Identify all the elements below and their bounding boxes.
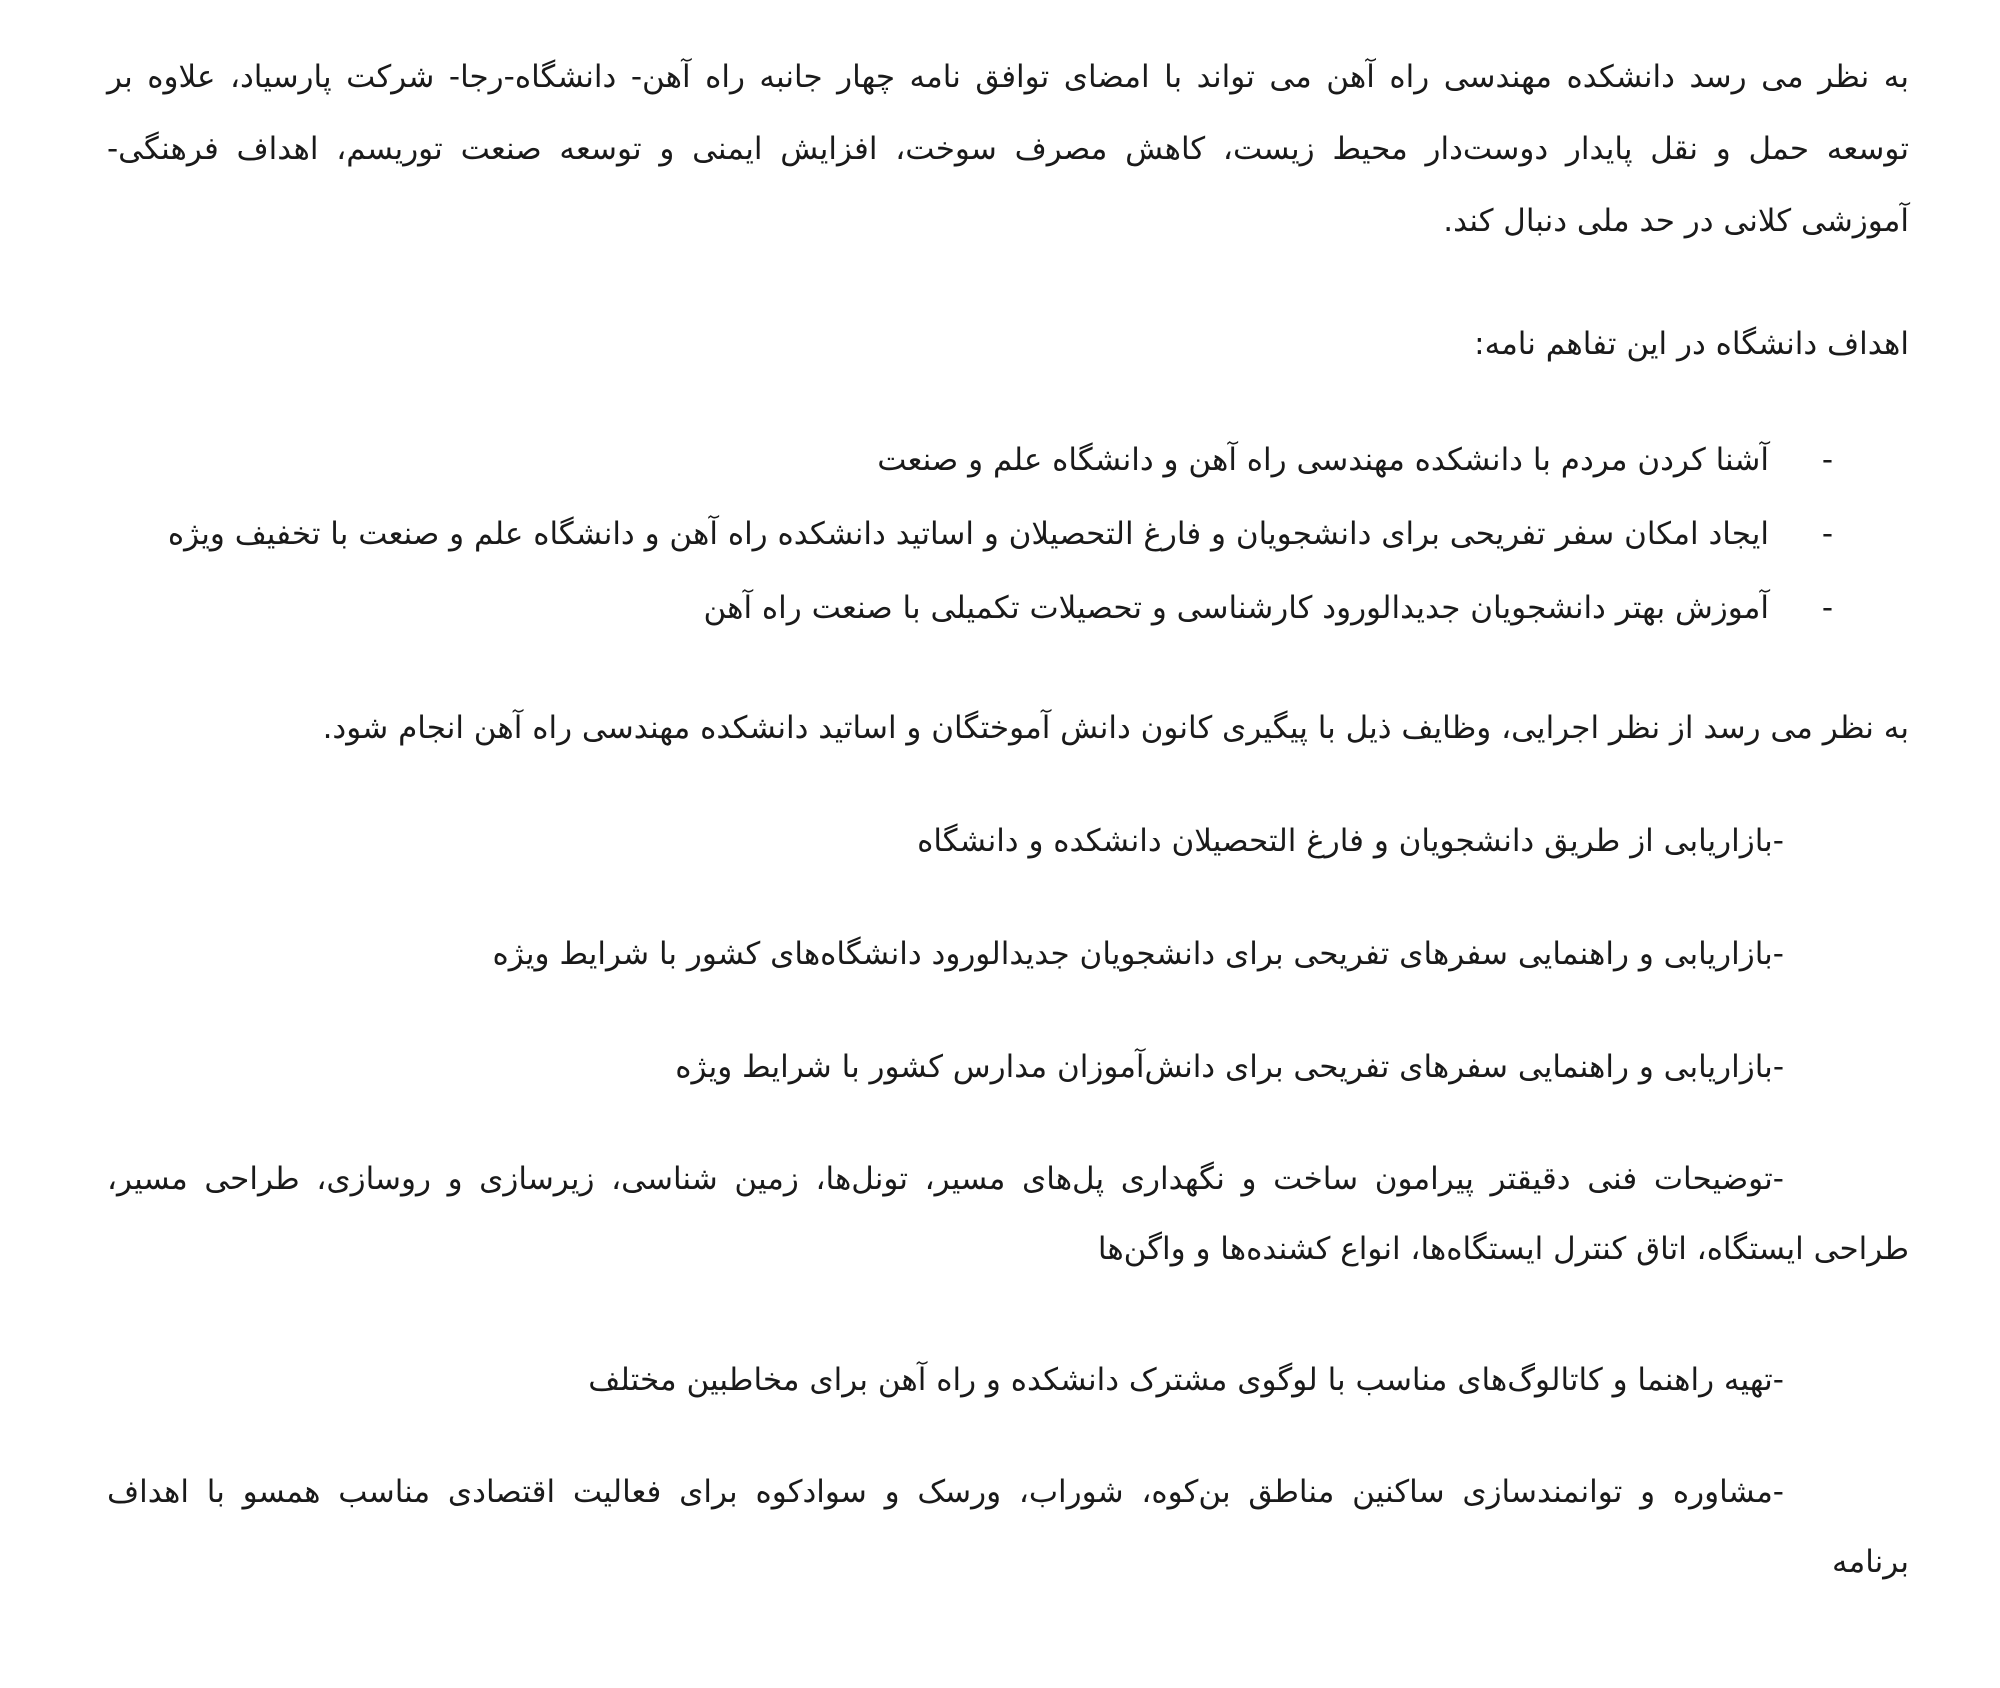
intro-line: آموزشی کلانی در حد ملی دنبال کند. <box>1443 203 1909 239</box>
goals-heading: اهداف دانشگاه در این تفاهم نامه: <box>1474 326 1909 362</box>
list-item-text: آموزش بهتر دانشجویان جدیدالورود کارشناسی و تحصیلات تکمیلی با صنعت راه آهن <box>703 590 1769 626</box>
task-item <box>107 1457 1909 1597</box>
list-dash: - <box>1821 442 1833 478</box>
task-item: -بازاریابی و راهنمایی سفرهای تفریحی برای دانشجویان جدیدالورود دانشگاه‌های کشور با شرایط ویژه <box>492 936 1784 972</box>
list-dash: - <box>1821 516 1833 552</box>
task-item: -بازاریابی و راهنمایی سفرهای تفریحی برای دانش‌آموزان مدارس کشور با شرایط ویژه <box>675 1049 1784 1085</box>
list-item-text: آشنا کردن مردم با دانشکده مهندسی راه آهن و دانشگاه علم و صنعت <box>877 442 1769 478</box>
task-line: برنامه <box>1831 1544 1909 1580</box>
task-item <box>107 1144 1909 1284</box>
intro-line: توسعه حمل و نقل پایدار دوست‌دار محیط زیست، کاهش مصرف سوخت، افزایش ایمنی و توسعه صنعت توریسم، اهداف فرهنگی- <box>107 131 1909 167</box>
list-item-text: ایجاد امکان سفر تفریحی برای دانشجویان و فارغ التحصیلان و اساتید دانشکده راه آهن و دانشگاه علم و صنعت با تخفیف ویژه <box>167 516 1769 552</box>
task-item: -تهیه راهنما و کاتالوگ‌های مناسب با لوگوی مشترک دانشکده و راه آهن برای مخاطبین مختلف <box>588 1362 1784 1398</box>
tasks-intro: به نظر می رسد از نظر اجرایی، وظایف ذیل با پیگیری کانون دانش آموختگان و اساتید دانشکده مهندسی راه آهن انجام شود. <box>322 710 1909 746</box>
task-line: -توضیحات فنی دقیقتر پیرامون ساخت و نگهداری پل‌های مسیر، تونل‌ها، زمین شناسی، زیرسازی و روسازی، طراحی مسیر، <box>107 1161 1784 1197</box>
task-line: -مشاوره و توانمندسازی ساکنین مناطق بن‌کوه، شوراب، ورسک و سوادکوه برای فعالیت اقتصادی مناسب همسو با اهداف <box>107 1474 1784 1510</box>
intro-line: به نظر می رسد دانشکده مهندسی راه آهن می تواند با امضای توافق نامه چهار جانبه راه آهن- دانشگاه-رجا- شرکت پارسیاد، علاوه بر <box>107 59 1909 95</box>
task-item: -بازاریابی از طریق دانشجویان و فارغ التحصیلان دانشکده و دانشگاه <box>917 823 1784 859</box>
intro-paragraph <box>107 55 1909 243</box>
list-dash: - <box>1821 590 1833 626</box>
task-line: طراحی ایستگاه، اتاق کنترل ایستگاه‌ها، انواع کشنده‌ها و واگن‌ها <box>1097 1231 1909 1267</box>
